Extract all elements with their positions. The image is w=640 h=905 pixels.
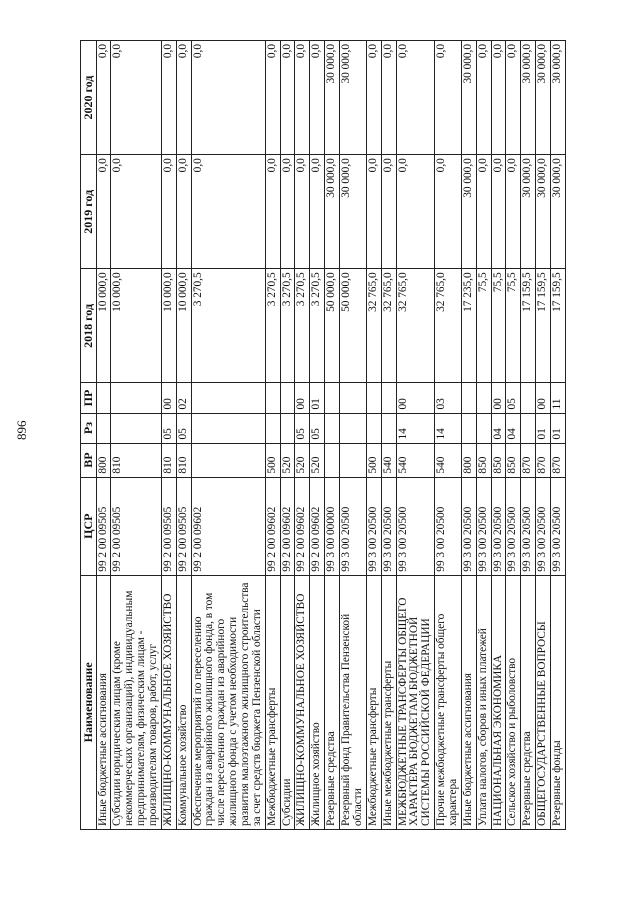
- row-rz-cell: [366, 413, 381, 443]
- row-2019-cell: 0,0: [161, 155, 176, 269]
- row-name-cell: Межбюджетные трансферты: [265, 575, 280, 829]
- row-2018-cell: 32 765,0: [396, 269, 435, 383]
- row-csr-cell: 99 2 00 09505: [111, 477, 161, 575]
- page-number: 896: [14, 420, 29, 440]
- row-rz-cell: [280, 413, 295, 443]
- row-2019-cell: 0,0: [295, 155, 310, 269]
- table-row: [96, 41, 111, 830]
- table-row: [161, 41, 176, 830]
- row-pr-cell: [381, 383, 396, 413]
- row-2018-cell: 32 765,0: [381, 269, 396, 383]
- row-name-cell: Межбюджетные трансферты: [366, 575, 381, 829]
- row-csr-cell: 99 3 00 00000: [325, 477, 340, 575]
- row-2018-cell: 10 000,0: [161, 269, 176, 383]
- row-vr-cell: [191, 443, 265, 477]
- table-row: [536, 41, 551, 830]
- row-2020-cell: 0,0: [310, 41, 325, 155]
- row-vr-cell: 870: [550, 443, 565, 477]
- row-2018-cell: 10 000,0: [176, 269, 191, 383]
- row-2018-cell: 3 270,5: [280, 269, 295, 383]
- row-2019-cell: 0,0: [265, 155, 280, 269]
- row-name-cell: МЕЖБЮДЖЕТНЫЕ ТРАНСФЕРТЫ ОБЩЕГО ХАРАКТЕРА БЮДЖЕТАМ БЮДЖЕТНОЙ СИСТЕМЫ РОССИЙСКОЙ ФЕДЕРАЦИИ: [396, 575, 435, 829]
- row-2020-cell: 0,0: [161, 41, 176, 155]
- row-2020-cell: 30 000,0: [325, 41, 340, 155]
- row-vr-cell: 850: [506, 443, 521, 477]
- row-rz-cell: [96, 413, 111, 443]
- row-name-cell: Прочие межбюджетные трансферты общего характера: [435, 575, 462, 829]
- row-csr-cell: 99 3 00 20500: [381, 477, 396, 575]
- row-2018-cell: 17 159,5: [550, 269, 565, 383]
- row-2018-cell: 75,5: [476, 269, 491, 383]
- row-name-cell: Субсидии юридическим лицам (кроме некоммерческих организаций), индивидуальным предпринимателям, физическим лицам - производителям товаров, работ, услуг: [111, 575, 161, 829]
- row-2019-cell: 0,0: [491, 155, 506, 269]
- row-2020-cell: 0,0: [396, 41, 435, 155]
- row-vr-cell: [340, 443, 367, 477]
- row-name-cell: Обеспечение мероприятий по переселению граждан из аварийного жилищного фонда, в том числе переселению граждан из аварийного жилищного фонда с учетом необходимости развития малоэтажного жилищного строительства за счет средств бюджета Пензенской области: [191, 575, 265, 829]
- row-csr-cell: 99 2 00 09505: [161, 477, 176, 575]
- row-2019-cell: 0,0: [366, 155, 381, 269]
- row-vr-cell: 810: [176, 443, 191, 477]
- row-2018-cell: 10 000,0: [96, 269, 111, 383]
- row-pr-cell: 01: [310, 383, 325, 413]
- row-vr-cell: 500: [366, 443, 381, 477]
- row-2018-cell: 32 765,0: [366, 269, 381, 383]
- row-2019-cell: 30 000,0: [340, 155, 367, 269]
- header-2019: 2019 год: [81, 155, 97, 269]
- row-csr-cell: 99 2 00 09602: [295, 477, 310, 575]
- header-vr: ВР: [81, 443, 97, 477]
- row-vr-cell: [325, 443, 340, 477]
- row-csr-cell: 99 2 00 09505: [96, 477, 111, 575]
- row-2019-cell: 0,0: [176, 155, 191, 269]
- row-2019-cell: 0,0: [111, 155, 161, 269]
- row-2018-cell: 3 270,5: [265, 269, 280, 383]
- row-name-cell: Уплата налогов, сборов и иных платежей: [476, 575, 491, 829]
- row-2019-cell: 0,0: [396, 155, 435, 269]
- row-rz-cell: 05: [161, 413, 176, 443]
- row-2020-cell: 0,0: [176, 41, 191, 155]
- header-2018: 2018 год: [81, 269, 97, 383]
- table-row: [191, 41, 265, 830]
- row-2018-cell: 50 000,0: [325, 269, 340, 383]
- table-row: [280, 41, 295, 830]
- row-csr-cell: 99 2 00 09602: [191, 477, 265, 575]
- row-vr-cell: 800: [96, 443, 111, 477]
- row-rz-cell: [111, 413, 161, 443]
- row-pr-cell: [521, 383, 536, 413]
- row-vr-cell: 870: [521, 443, 536, 477]
- row-pr-cell: 05: [506, 383, 521, 413]
- row-rz-cell: [325, 413, 340, 443]
- row-vr-cell: 540: [396, 443, 435, 477]
- row-name-cell: Резервные средства: [325, 575, 340, 829]
- row-rz-cell: 01: [550, 413, 565, 443]
- row-2020-cell: 0,0: [491, 41, 506, 155]
- row-vr-cell: 850: [476, 443, 491, 477]
- row-csr-cell: 99 3 00 20500: [366, 477, 381, 575]
- row-2018-cell: 17 235,0: [461, 269, 476, 383]
- row-name-cell: Жилищное хозяйство: [310, 575, 325, 829]
- row-vr-cell: 800: [461, 443, 476, 477]
- row-pr-cell: [111, 383, 161, 413]
- row-rz-cell: [381, 413, 396, 443]
- row-2018-cell: 3 270,5: [191, 269, 265, 383]
- row-2019-cell: 30 000,0: [521, 155, 536, 269]
- row-vr-cell: 810: [111, 443, 161, 477]
- row-name-cell: Субсидии: [280, 575, 295, 829]
- row-pr-cell: 00: [491, 383, 506, 413]
- row-2020-cell: 0,0: [280, 41, 295, 155]
- row-2020-cell: 30 000,0: [550, 41, 565, 155]
- row-csr-cell: 99 2 00 09505: [176, 477, 191, 575]
- row-2019-cell: 0,0: [280, 155, 295, 269]
- row-2020-cell: 0,0: [366, 41, 381, 155]
- row-2019-cell: 0,0: [435, 155, 462, 269]
- row-2020-cell: 0,0: [381, 41, 396, 155]
- row-pr-cell: 00: [161, 383, 176, 413]
- row-rz-cell: 05: [176, 413, 191, 443]
- row-2019-cell: 30 000,0: [536, 155, 551, 269]
- row-2020-cell: 0,0: [96, 41, 111, 155]
- row-csr-cell: 99 3 00 20500: [550, 477, 565, 575]
- row-pr-cell: 02: [176, 383, 191, 413]
- row-rz-cell: [191, 413, 265, 443]
- row-2018-cell: 3 270,5: [310, 269, 325, 383]
- table-row: [550, 41, 565, 830]
- row-2020-cell: 0,0: [506, 41, 521, 155]
- table-row: [366, 41, 381, 830]
- table-row: [295, 41, 310, 830]
- row-2019-cell: 0,0: [506, 155, 521, 269]
- row-name-cell: ОБЩЕГОСУДАРСТВЕННЫЕ ВОПРОСЫ: [536, 575, 551, 829]
- table-row: [176, 41, 191, 830]
- row-csr-cell: 99 3 00 20500: [491, 477, 506, 575]
- row-vr-cell: 540: [435, 443, 462, 477]
- row-name-cell: Сельское хозяйство и рыболовство: [506, 575, 521, 829]
- row-2019-cell: 30 000,0: [461, 155, 476, 269]
- row-2019-cell: 30 000,0: [550, 155, 565, 269]
- row-vr-cell: 520: [295, 443, 310, 477]
- header-rz: Рз: [81, 413, 97, 443]
- row-2020-cell: 30 000,0: [521, 41, 536, 155]
- row-rz-cell: 14: [435, 413, 462, 443]
- header-name: Наименование: [81, 575, 97, 829]
- row-vr-cell: 500: [265, 443, 280, 477]
- row-name-cell: Резервный фонд Правительства Пензенской области: [340, 575, 367, 829]
- table-row: [476, 41, 491, 830]
- row-2020-cell: 0,0: [111, 41, 161, 155]
- row-rz-cell: [461, 413, 476, 443]
- header-2020: 2020 год: [81, 41, 97, 155]
- row-rz-cell: [521, 413, 536, 443]
- row-2019-cell: 0,0: [310, 155, 325, 269]
- row-name-cell: ЖИЛИЩНО-КОММУНАЛЬНОЕ ХОЗЯЙСТВО: [295, 575, 310, 829]
- table-row: [310, 41, 325, 830]
- table-row: [491, 41, 506, 830]
- row-name-cell: Иные межбюджетные трансферты: [381, 575, 396, 829]
- budget-table: [80, 40, 566, 830]
- row-name-cell: Резервные средства: [521, 575, 536, 829]
- row-pr-cell: 03: [435, 383, 462, 413]
- row-name-cell: Коммунальное хозяйство: [176, 575, 191, 829]
- row-rz-cell: [265, 413, 280, 443]
- row-2018-cell: 17 159,5: [536, 269, 551, 383]
- row-2020-cell: 0,0: [476, 41, 491, 155]
- row-pr-cell: [340, 383, 367, 413]
- header-pr: ПР: [81, 383, 97, 413]
- row-vr-cell: 540: [381, 443, 396, 477]
- row-rz-cell: 04: [491, 413, 506, 443]
- row-2020-cell: 0,0: [295, 41, 310, 155]
- row-name-cell: Иные бюджетные ассигнования: [96, 575, 111, 829]
- row-pr-cell: [366, 383, 381, 413]
- row-name-cell: Иные бюджетные ассигнования: [461, 575, 476, 829]
- row-pr-cell: [325, 383, 340, 413]
- row-csr-cell: 99 2 00 09602: [265, 477, 280, 575]
- table-row: [340, 41, 367, 830]
- rotated-page-content: [80, 40, 563, 830]
- row-pr-cell: 11: [550, 383, 565, 413]
- row-csr-cell: 99 3 00 20500: [340, 477, 367, 575]
- row-pr-cell: [476, 383, 491, 413]
- table-header-row: [81, 41, 97, 830]
- row-2018-cell: 75,5: [491, 269, 506, 383]
- row-rz-cell: [476, 413, 491, 443]
- row-2019-cell: 0,0: [476, 155, 491, 269]
- row-vr-cell: 850: [491, 443, 506, 477]
- row-2019-cell: 0,0: [381, 155, 396, 269]
- row-2018-cell: 75,5: [506, 269, 521, 383]
- row-2020-cell: 0,0: [191, 41, 265, 155]
- row-rz-cell: 14: [396, 413, 435, 443]
- row-name-cell: Резервные фонды: [550, 575, 565, 829]
- row-csr-cell: 99 3 00 20500: [476, 477, 491, 575]
- row-vr-cell: 520: [280, 443, 295, 477]
- table-row: [325, 41, 340, 830]
- row-pr-cell: [96, 383, 111, 413]
- row-csr-cell: 99 3 00 20500: [461, 477, 476, 575]
- row-2018-cell: 17 159,5: [521, 269, 536, 383]
- table-body: [96, 41, 565, 830]
- row-csr-cell: 99 3 00 20500: [506, 477, 521, 575]
- row-2020-cell: 30 000,0: [340, 41, 367, 155]
- table-row: [435, 41, 462, 830]
- row-2019-cell: 30 000,0: [325, 155, 340, 269]
- header-csr: ЦСР: [81, 477, 97, 575]
- table-row: [396, 41, 435, 830]
- row-csr-cell: 99 3 00 20500: [521, 477, 536, 575]
- row-rz-cell: 01: [536, 413, 551, 443]
- table-row: [381, 41, 396, 830]
- row-rz-cell: 05: [295, 413, 310, 443]
- row-2020-cell: 30 000,0: [461, 41, 476, 155]
- row-rz-cell: 05: [310, 413, 325, 443]
- row-pr-cell: [265, 383, 280, 413]
- row-2019-cell: 0,0: [191, 155, 265, 269]
- row-pr-cell: 00: [295, 383, 310, 413]
- table-row: [506, 41, 521, 830]
- row-csr-cell: 99 2 00 09602: [280, 477, 295, 575]
- row-vr-cell: 520: [310, 443, 325, 477]
- row-csr-cell: 99 3 00 20500: [536, 477, 551, 575]
- row-name-cell: ЖИЛИЩНО-КОММУНАЛЬНОЕ ХОЗЯЙСТВО: [161, 575, 176, 829]
- table-row: [265, 41, 280, 830]
- row-pr-cell: 00: [536, 383, 551, 413]
- table-row: [521, 41, 536, 830]
- row-rz-cell: 04: [506, 413, 521, 443]
- table-row: [461, 41, 476, 830]
- row-vr-cell: 810: [161, 443, 176, 477]
- row-vr-cell: 870: [536, 443, 551, 477]
- row-2020-cell: 0,0: [435, 41, 462, 155]
- row-2020-cell: 30 000,0: [536, 41, 551, 155]
- row-pr-cell: [191, 383, 265, 413]
- row-rz-cell: [340, 413, 367, 443]
- row-2018-cell: 32 765,0: [435, 269, 462, 383]
- row-name-cell: НАЦИОНАЛЬНАЯ ЭКОНОМИКА: [491, 575, 506, 829]
- row-pr-cell: [461, 383, 476, 413]
- row-csr-cell: 99 3 00 20500: [396, 477, 435, 575]
- row-csr-cell: 99 3 00 20500: [435, 477, 462, 575]
- table-row: [111, 41, 161, 830]
- row-2020-cell: 0,0: [265, 41, 280, 155]
- row-2019-cell: 0,0: [96, 155, 111, 269]
- row-2018-cell: 3 270,5: [295, 269, 310, 383]
- row-2018-cell: 10 000,0: [111, 269, 161, 383]
- row-csr-cell: 99 2 00 09602: [310, 477, 325, 575]
- row-pr-cell: 00: [396, 383, 435, 413]
- row-2018-cell: 50 000,0: [340, 269, 367, 383]
- row-pr-cell: [280, 383, 295, 413]
